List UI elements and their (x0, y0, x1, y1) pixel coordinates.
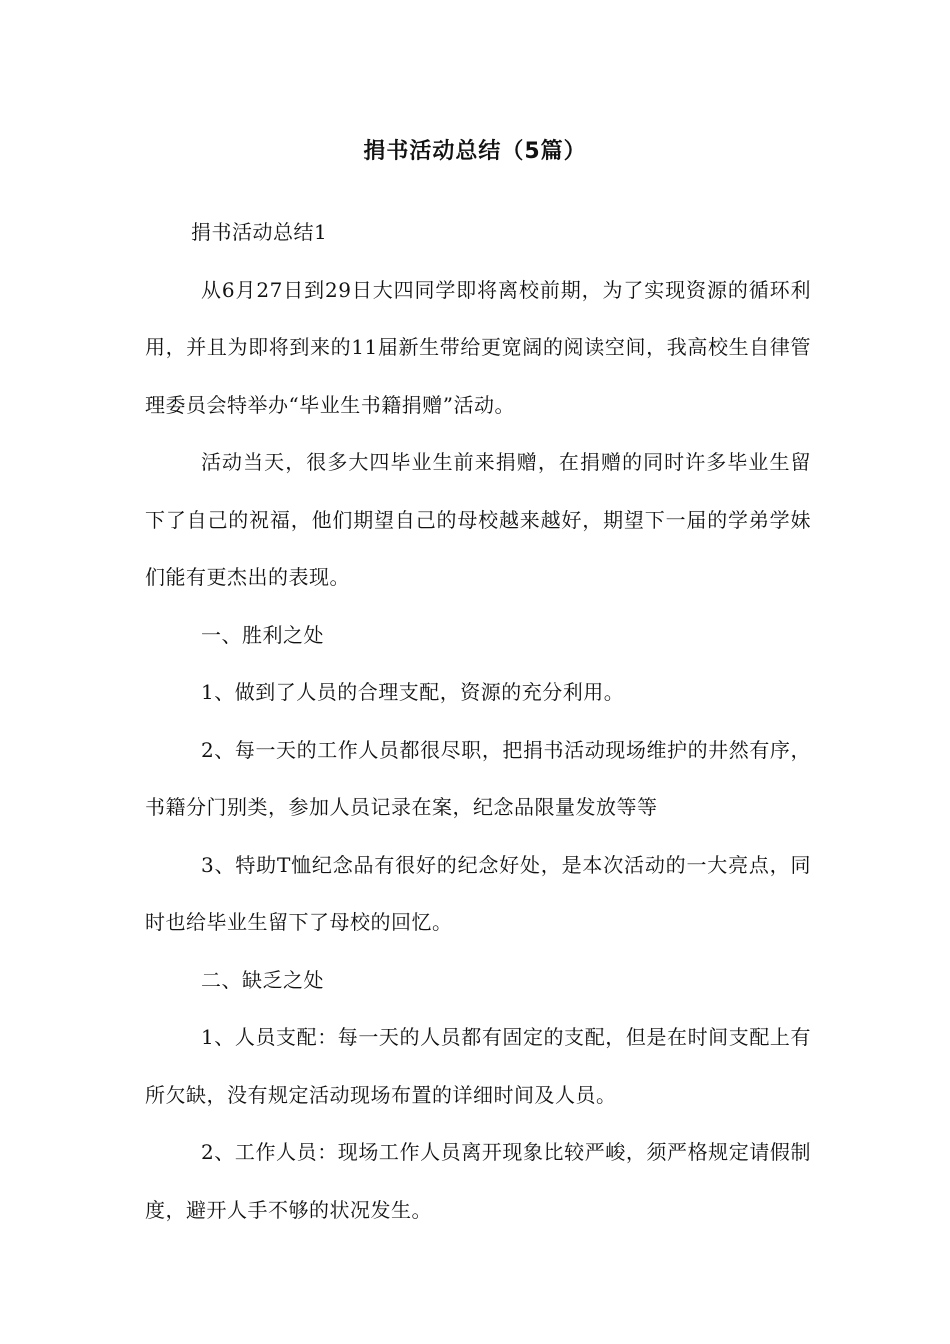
list-item: 2、每一天的工作人员都很尽职，把捐书活动现场维护的井然有序，书籍分门别类，参加人员记录在案，纪念品限量发放等等 (145, 737, 811, 819)
subheading: 一、胜利之处 (201, 622, 324, 647)
paragraph: 从6月27日到29日大四同学即将离校前期，为了实现资源的循环利用，并且为即将到来的11届新生带给更宽阔的阅读空间，我高校生自律管理委员会特举办“毕业生书籍捐赠”活动。 (145, 277, 811, 417)
subheading: 二、缺乏之处 (201, 967, 324, 992)
list-item: 1、人员支配：每一天的人员都有固定的支配，但是在时间支配上有所欠缺，没有规定活动现场布置的详细时间及人员。 (145, 1025, 811, 1107)
list-item: 3、特助T恤纪念品有很好的纪念好处，是本次活动的一大亮点，同时也给毕业生留下了母校的回忆。 (145, 852, 811, 934)
document-title: 捐书活动总结（5篇） (363, 139, 587, 164)
list-item: 1、做到了人员的合理支配，资源的充分利用。 (201, 680, 625, 704)
section-heading: 捐书活动总结1 (191, 220, 328, 244)
document-body (145, 204, 811, 1239)
paragraph: 活动当天，很多大四毕业生前来捐赠，在捐赠的同时许多毕业生留下了自己的祝福，他们期望自己的母校越来越好，期望下一届的学弟学妹们能有更杰出的表现。 (145, 450, 811, 589)
list-item: 2、工作人员：现场工作人员离开现象比较严峻，须严格规定请假制度，避开人手不够的状况发生。 (145, 1140, 811, 1222)
